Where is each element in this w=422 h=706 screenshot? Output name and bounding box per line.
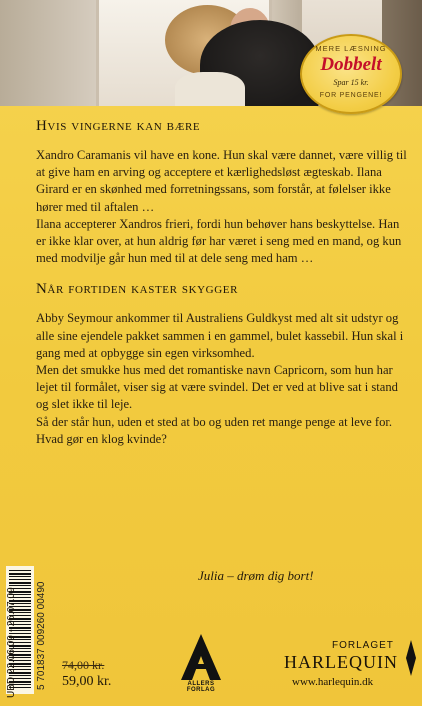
dobbelt-badge — [300, 34, 402, 114]
price: 59,00 kr. — [62, 674, 112, 689]
barcode-number: 5 701837 009260 00490 — [36, 581, 47, 690]
story1-paragraph-2: Ilana accepterer Xandros frieri, fordi hun behøver hans beskyttelse. Han er ikke klar over, at hun aldrig før har været i seng med en mand, og kun med modvilje går hun med til at dele seng med ham … — [36, 216, 402, 266]
tagline: Julia – drøm dig bort! — [198, 568, 314, 583]
badge-top-text: MERE LÆSNING — [315, 44, 387, 53]
allers-label: ALLERS FORLAG — [186, 681, 216, 693]
story2-paragraph-2: Men det smukke hus med det romantiske navn Capricorn, som hun har lejet til formålet, viser sig at være svindel. Det er ved at blive sat i stand og slet ikke til leje. — [36, 363, 398, 412]
story1-paragraph-1: Xandro Caramanis vil have en kone. Hun skal være dannet, være villig til at give ham en arving og acceptere et kærlighedsløst ægteskab. Ilana Girard er en skønhed med forretningssans, som forstår, at følelser ikke hører med til aftalen … — [36, 148, 407, 214]
story2-paragraph-1: Abby Seymour ankommer til Australiens Guldkyst med alt sit udstyr og alle sine ejendele pakket sammen i en gammel, bulet kassebil. Hun skal i gang med at opbygge sin egen virksomhed. — [36, 311, 404, 360]
badge-title: Dobbelt — [320, 54, 382, 75]
publisher-url: www.harlequin.dk — [292, 676, 374, 688]
badge-saving: Spar 15 kr. — [333, 78, 369, 87]
story2-title: Når fortiden kaster skygger — [36, 281, 239, 298]
sale-dates: UBD 22.06.09 - 26.07.09 — [6, 587, 17, 698]
old-price: 74,00 kr. — [62, 658, 105, 672]
harlequin-diamond-icon — [406, 640, 416, 676]
allers-logo — [176, 634, 226, 698]
publisher-name: HARLEQUIN — [284, 652, 398, 672]
blurb — [36, 118, 408, 448]
badge-bottom-text: FOR PENGENE! — [319, 92, 383, 99]
story2-paragraph-3: Så der står hun, uden et sted at bo og uden ret mange penge at leve for. Hvad gør en klog kvinde? — [36, 414, 393, 446]
story1-title: Hvis vingerne kan bære — [36, 118, 201, 134]
allers-a-icon — [181, 634, 221, 680]
publisher-prefix: FORLAGET — [332, 640, 394, 651]
